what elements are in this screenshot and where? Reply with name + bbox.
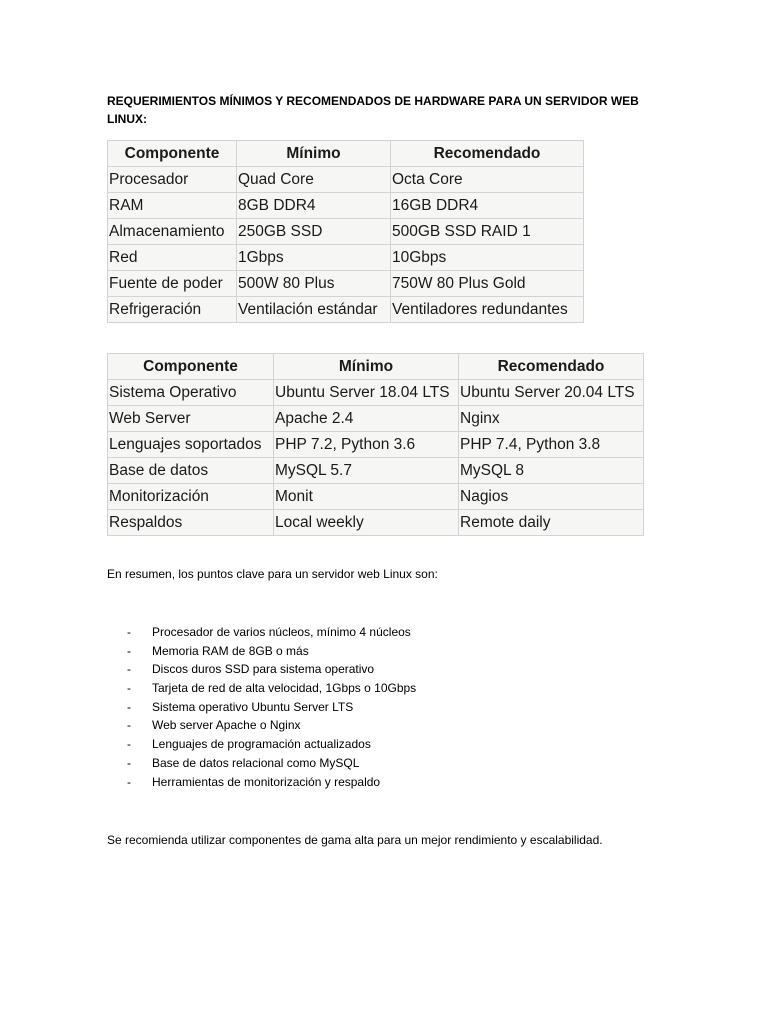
column-header: Mínimo bbox=[274, 354, 459, 380]
table-cell: Fuente de poder bbox=[108, 271, 237, 297]
table-cell: Refrigeración bbox=[108, 297, 237, 323]
list-item bbox=[127, 660, 416, 679]
table-cell: Monitorización bbox=[108, 484, 274, 510]
table-cell: Ubuntu Server 18.04 LTS bbox=[274, 380, 459, 406]
table-cell: 500W 80 Plus bbox=[237, 271, 391, 297]
table-cell: Quad Core bbox=[237, 167, 391, 193]
table-cell: Web Server bbox=[108, 406, 274, 432]
table-row bbox=[108, 219, 584, 245]
list-item-text: Memoria RAM de 8GB o más bbox=[152, 643, 309, 658]
list-item-text: Discos duros SSD para sistema operativo bbox=[152, 662, 375, 677]
list-item-text: Tarjeta de red de alta velocidad, 1Gbps o 10Gbps bbox=[152, 681, 417, 696]
table-cell: Respaldos bbox=[108, 510, 274, 536]
column-header: Componente bbox=[108, 141, 237, 167]
table-row bbox=[108, 271, 584, 297]
column-header: Recomendado bbox=[391, 141, 584, 167]
table-cell: 500GB SSD RAID 1 bbox=[391, 219, 584, 245]
table-row bbox=[108, 510, 644, 536]
table-row bbox=[108, 380, 644, 406]
table-row bbox=[108, 297, 584, 323]
list-item bbox=[127, 698, 416, 717]
table-cell: Lenguajes soportados bbox=[108, 432, 274, 458]
table-cell: Apache 2.4 bbox=[274, 406, 459, 432]
table-cell: 8GB DDR4 bbox=[237, 193, 391, 219]
table-cell: Ubuntu Server 20.04 LTS bbox=[459, 380, 644, 406]
column-header: Componente bbox=[108, 354, 274, 380]
bullet-dash: - bbox=[127, 755, 131, 770]
table-row bbox=[108, 167, 584, 193]
column-header: Recomendado bbox=[459, 354, 644, 380]
bullet-dash: - bbox=[127, 718, 131, 733]
bullet-dash: - bbox=[127, 681, 131, 696]
bullet-dash: - bbox=[127, 625, 131, 639]
table-row bbox=[108, 432, 644, 458]
table-row bbox=[108, 245, 584, 271]
list-item bbox=[127, 773, 416, 792]
table-cell: Remote daily bbox=[459, 510, 644, 536]
table-cell: Nagios bbox=[459, 484, 644, 510]
bullet-dash: - bbox=[127, 737, 131, 752]
table-cell: Local weekly bbox=[274, 510, 459, 536]
bullet-dash: - bbox=[127, 643, 131, 658]
summary-intro: En resumen, los puntos clave para un servidor web Linux son: bbox=[107, 567, 438, 581]
table-row bbox=[108, 406, 644, 432]
table-cell: Procesador bbox=[108, 167, 237, 193]
bullet-dash: - bbox=[127, 662, 131, 677]
software-requirements-table bbox=[107, 353, 644, 536]
table-header-row bbox=[108, 141, 584, 167]
table-cell: Red bbox=[108, 245, 237, 271]
table-cell: Ventilación estándar bbox=[237, 297, 391, 323]
list-item-text: Sistema operativo Ubuntu Server LTS bbox=[152, 699, 354, 714]
list-item-text: Lenguajes de programación actualizados bbox=[152, 737, 371, 752]
table-cell: Sistema Operativo bbox=[108, 380, 274, 406]
table-row bbox=[108, 458, 644, 484]
list-item bbox=[127, 754, 416, 773]
list-item-text: Procesador de varios núcleos, mínimo 4 núcleos bbox=[152, 625, 411, 639]
table-cell: PHP 7.2, Python 3.6 bbox=[274, 432, 459, 458]
bullet-dash: - bbox=[127, 699, 131, 714]
list-item-text: Herramientas de monitorización y respaldo bbox=[152, 774, 381, 789]
column-header: Mínimo bbox=[237, 141, 391, 167]
table-cell: Ventiladores redundantes bbox=[391, 297, 584, 323]
table-cell: Octa Core bbox=[391, 167, 584, 193]
table-cell: Almacenamiento bbox=[108, 219, 237, 245]
table-cell: 10Gbps bbox=[391, 245, 584, 271]
table-cell: 250GB SSD bbox=[237, 219, 391, 245]
key-points-list bbox=[127, 623, 416, 791]
hardware-requirements-table bbox=[107, 140, 584, 323]
page-title: REQUERIMIENTOS MÍNIMOS Y RECOMENDADOS DE HARDWARE PARA UN SERVIDOR WEB LINUX: bbox=[107, 94, 639, 126]
table-cell: 750W 80 Plus Gold bbox=[391, 271, 584, 297]
list-item bbox=[127, 735, 416, 754]
table-row bbox=[108, 484, 644, 510]
table-header-row bbox=[108, 354, 644, 380]
table-cell: Nginx bbox=[459, 406, 644, 432]
table-cell: Monit bbox=[274, 484, 459, 510]
conclusion: Se recomienda utilizar componentes de gama alta para un mejor rendimiento y escalabilidad. bbox=[107, 833, 603, 847]
bullet-dash: - bbox=[127, 774, 131, 789]
list-item bbox=[127, 716, 416, 735]
list-item-text: Web server Apache o Nginx bbox=[152, 718, 301, 733]
table-cell: MySQL 8 bbox=[459, 458, 644, 484]
list-item bbox=[127, 642, 416, 661]
table-cell: 16GB DDR4 bbox=[391, 193, 584, 219]
list-item bbox=[127, 679, 416, 698]
table-cell: MySQL 5.7 bbox=[274, 458, 459, 484]
table-cell: 1Gbps bbox=[237, 245, 391, 271]
list-item-text: Base de datos relacional como MySQL bbox=[152, 755, 360, 770]
table-cell: Base de datos bbox=[108, 458, 274, 484]
table-cell: RAM bbox=[108, 193, 237, 219]
table-row bbox=[108, 193, 584, 219]
table-cell: PHP 7.4, Python 3.8 bbox=[459, 432, 644, 458]
list-item bbox=[127, 623, 416, 642]
